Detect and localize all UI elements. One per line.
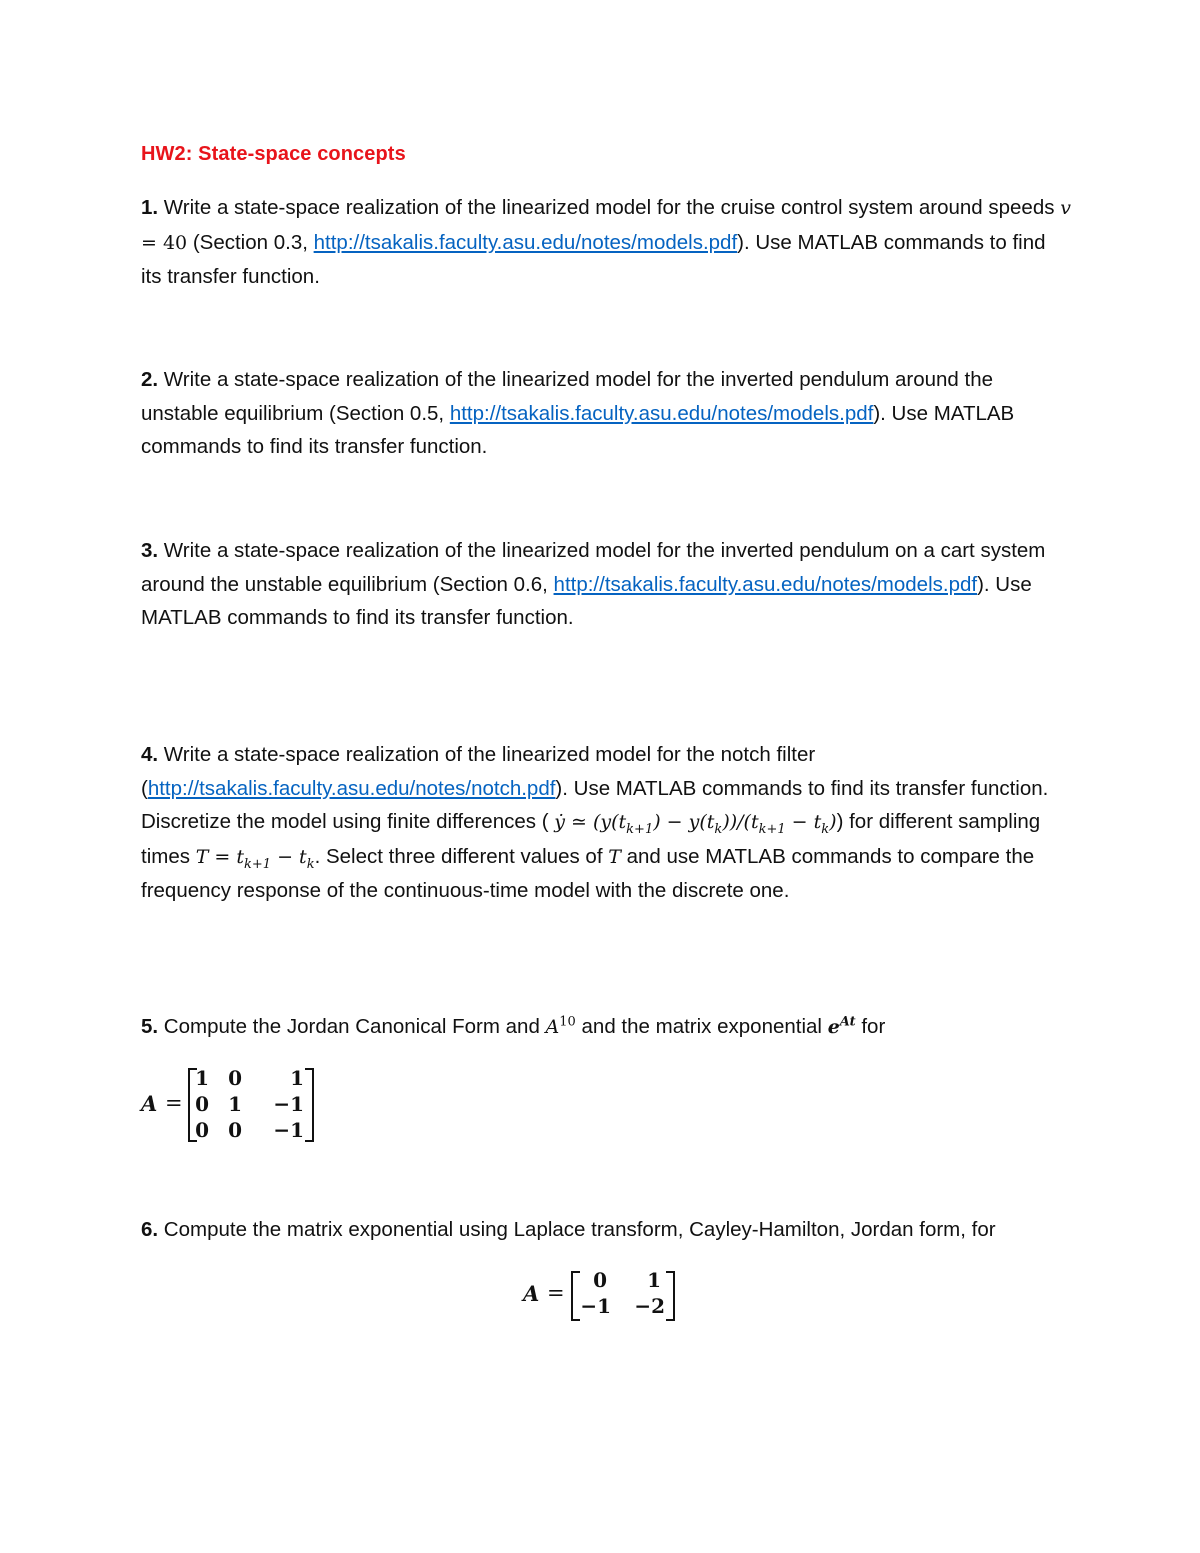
question-number: 3.: [141, 539, 159, 562]
question-text: ). Use MATLAB commands to find its transfer function.: [141, 401, 1015, 458]
question-text: and the matrix exponential: [575, 1015, 828, 1038]
question-2: [141, 363, 1071, 464]
question-number: 5.: [141, 1015, 159, 1038]
question-text: for: [855, 1015, 886, 1038]
question-text: ). Use MATLAB commands to find its transfer function. Discretize the model using finite differences (: [141, 776, 1049, 833]
matrix-cell: 1: [290, 1066, 304, 1090]
right-bracket: [664, 1271, 676, 1321]
matrix-label: A: [523, 1281, 540, 1306]
question-text: ). Use MATLAB commands to find its transfer function.: [141, 572, 1032, 629]
page-title: HW2: State-space concepts: [141, 143, 406, 165]
matrix-cell: 1: [647, 1268, 661, 1292]
question-5: [141, 1010, 1071, 1045]
question-number: 1.: [141, 196, 159, 219]
matrix-a-2x2: A = 0 1 −1 −2: [523, 1268, 693, 1324]
question-text: Write a state-space realization of the linearized model for the notch filter (: [141, 743, 816, 800]
question-text: ) for different sampling times: [141, 810, 1041, 868]
matrix-cell: −2: [634, 1294, 665, 1318]
question-6: [141, 1213, 1071, 1247]
matrix-cell: −1: [273, 1118, 304, 1142]
models-pdf-link[interactable]: http://tsakalis.faculty.asu.edu/notes/models.pdf: [449, 401, 874, 425]
matrix-cell: −1: [273, 1092, 304, 1116]
models-pdf-link[interactable]: http://tsakalis.faculty.asu.edu/notes/models.pdf: [313, 230, 738, 254]
matrix-cell: 0: [593, 1268, 607, 1292]
question-1: [141, 191, 1071, 294]
math-variable: T: [608, 845, 621, 868]
notch-pdf-link[interactable]: http://tsakalis.faculty.asu.edu/notes/notch.pdf: [147, 776, 556, 800]
math-variable: v: [1060, 197, 1071, 219]
matrix-label: A: [141, 1091, 158, 1116]
matrix-power: $A^{10}$: [545, 1014, 576, 1038]
question-number: 2.: [141, 368, 159, 391]
matrix-cell: 0: [195, 1092, 209, 1116]
finite-difference-formula: ẏ ≃ $(y(t_{k+1}) - y(t_k))/(t_{k+1} - t_k)$: [554, 811, 837, 837]
question-text: Write a state-space realization of the linearized model for the inverted pendulum around the unstable equilibrium (Section 0.5,: [141, 368, 994, 425]
math-expression: = 40: [141, 231, 188, 254]
question-4: [141, 738, 1071, 908]
matrix-exponential: $e^{At}$: [827, 1014, 856, 1038]
matrix-cell: 1: [195, 1066, 209, 1090]
question-text: Write a state-space realization of the linearized model for the inverted pendulum on a cart system around the unstable equilibrium (Section 0.6,: [141, 539, 1046, 596]
question-text: Write a state-space realization of the linearized model for the cruise control system around speeds: [158, 196, 1061, 219]
question-number: 6.: [141, 1218, 159, 1241]
question-text: . Select three different values of: [314, 844, 609, 868]
question-text: Compute the matrix exponential using Laplace transform, Cayley-Hamilton, Jordan form, for: [158, 1218, 996, 1241]
question-text: and use MATLAB commands to compare the frequency response of the continuous-time model with the discrete one.: [141, 844, 1035, 902]
matrix-a-3x3: A = 1 0 1 0 1 −1 0 0 −1: [141, 1066, 341, 1146]
matrix-cell: 0: [228, 1118, 242, 1142]
matrix-cell: 0: [228, 1066, 242, 1090]
question-3: [141, 534, 1071, 635]
question-text: (Section 0.3,: [187, 230, 314, 254]
models-pdf-link[interactable]: http://tsakalis.faculty.asu.edu/notes/models.pdf: [553, 572, 978, 596]
question-number: 4.: [141, 743, 159, 766]
matrix-cell: 0: [195, 1118, 209, 1142]
sampling-time-formula: $T = t_{k+1} - t_k$: [195, 845, 315, 872]
question-text: Compute the Jordan Canonical Form and: [158, 1015, 546, 1038]
question-text: ). Use MATLAB commands to find its transfer function.: [141, 230, 1046, 288]
right-bracket: [303, 1068, 315, 1142]
matrix-cell: 1: [228, 1092, 242, 1116]
matrix-cell: −1: [580, 1294, 611, 1318]
